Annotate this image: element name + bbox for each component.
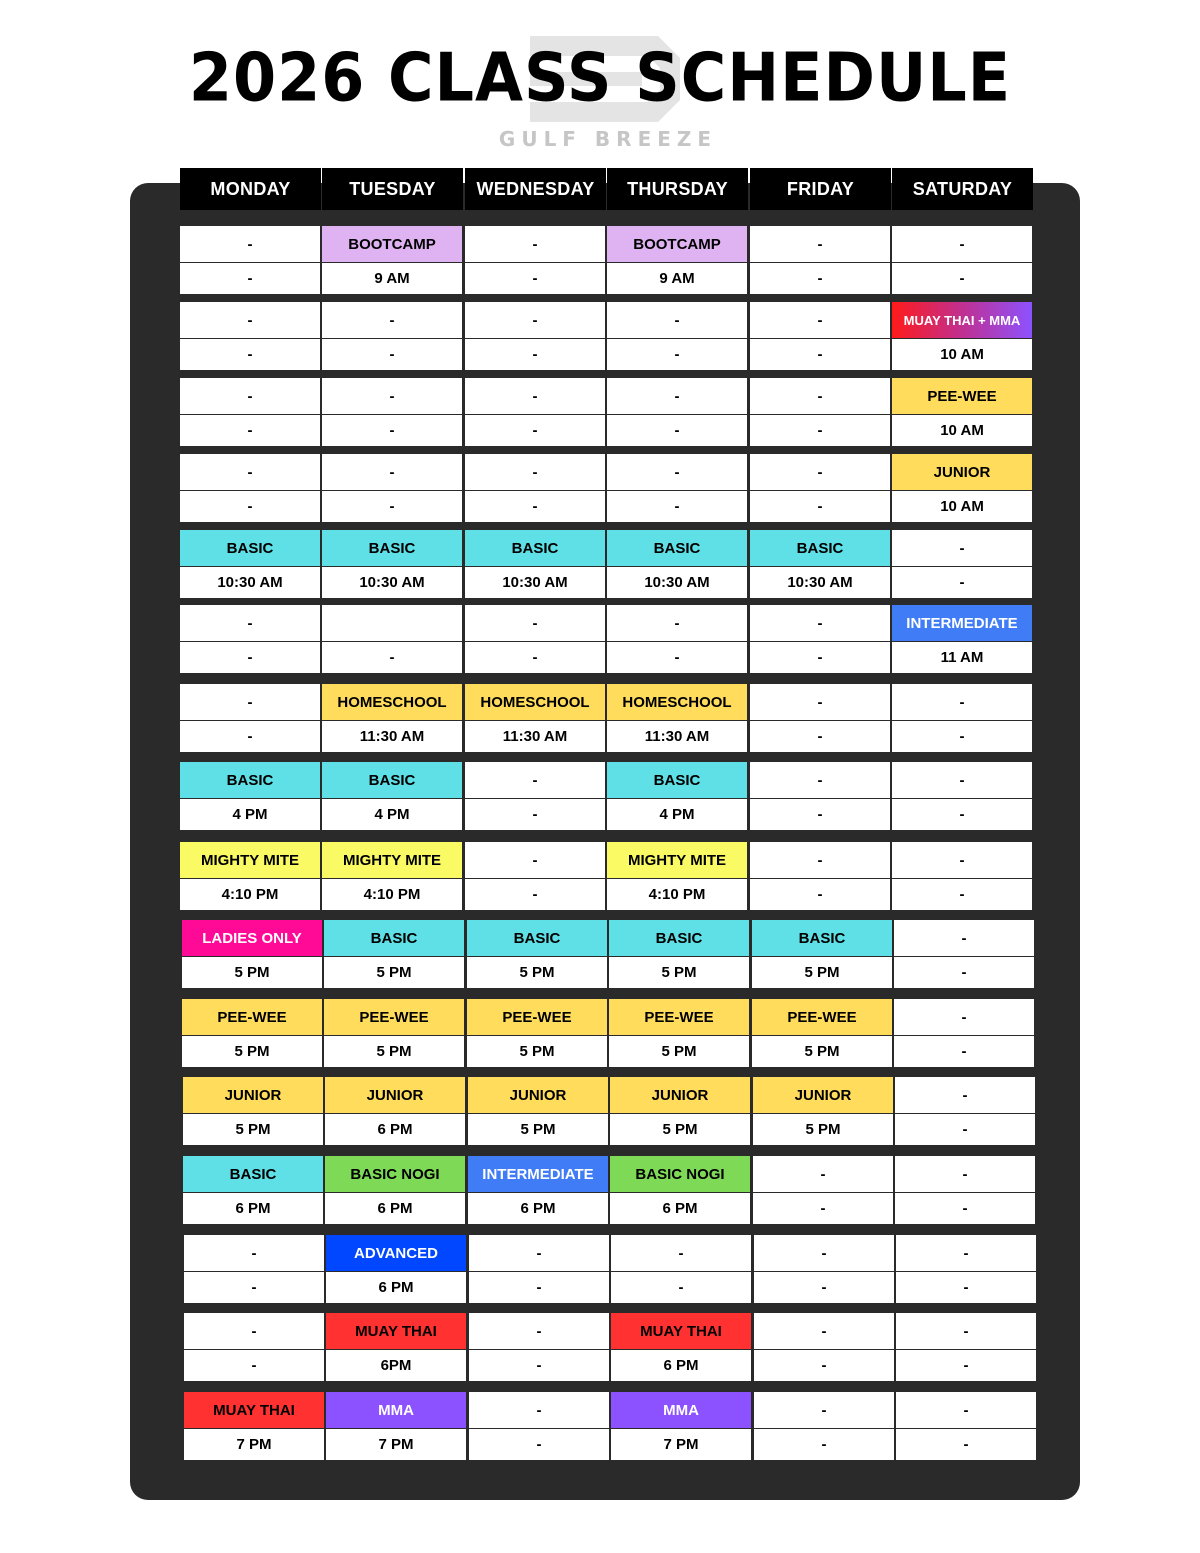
day-header-saturday: SATURDAY: [892, 168, 1033, 210]
class-name: BASIC: [609, 920, 749, 956]
class-slot: [326, 1313, 466, 1381]
class-name: -: [607, 378, 747, 414]
class-name: -: [895, 1077, 1035, 1113]
class-slot: [753, 1156, 893, 1224]
class-name: -: [465, 762, 605, 798]
class-name: MIGHTY MITE: [322, 842, 462, 878]
class-slot: [750, 762, 890, 830]
class-name: MIGHTY MITE: [607, 842, 747, 878]
class-time: -: [754, 1429, 894, 1460]
class-name: JUNIOR: [325, 1077, 465, 1113]
class-time: 6 PM: [611, 1350, 751, 1381]
class-name: -: [469, 1235, 609, 1271]
class-name: -: [322, 378, 462, 414]
class-slot: [465, 454, 605, 522]
class-time: -: [180, 339, 320, 370]
class-slot: [325, 1156, 465, 1224]
class-time: -: [180, 491, 320, 522]
class-slot: [610, 1156, 750, 1224]
class-slot: [180, 302, 320, 370]
class-name: BASIC: [324, 920, 464, 956]
class-slot: [607, 605, 747, 673]
class-slot: [324, 920, 464, 988]
class-name: -: [180, 605, 320, 641]
class-slot: [750, 454, 890, 522]
class-slot: [750, 302, 890, 370]
class-slot: [610, 1077, 750, 1145]
class-name: -: [895, 1156, 1035, 1192]
class-name: -: [611, 1235, 751, 1271]
class-name: JUNIOR: [610, 1077, 750, 1113]
class-slot: [607, 302, 747, 370]
class-name: -: [750, 454, 890, 490]
class-time: -: [465, 263, 605, 294]
class-slot: [892, 530, 1032, 598]
class-name: BOOTCAMP: [322, 226, 462, 262]
class-name: -: [892, 226, 1032, 262]
class-name: -: [184, 1313, 324, 1349]
class-slot: [607, 454, 747, 522]
class-slot: [184, 1313, 324, 1381]
class-time: -: [750, 415, 890, 446]
class-slot: [754, 1392, 894, 1460]
class-slot: [752, 999, 892, 1067]
class-slot: [892, 226, 1032, 294]
class-name: BASIC: [607, 530, 747, 566]
class-time: -: [750, 339, 890, 370]
class-slot: [896, 1392, 1036, 1460]
class-time: 5 PM: [183, 1114, 323, 1145]
class-time: 11:30 AM: [465, 721, 605, 752]
class-time: 9 AM: [607, 263, 747, 294]
class-slot: [467, 999, 607, 1067]
class-slot: [892, 842, 1032, 910]
class-time: -: [753, 1193, 893, 1224]
class-slot: [753, 1077, 893, 1145]
class-time: 5 PM: [182, 1036, 322, 1067]
class-name: -: [894, 920, 1034, 956]
class-slot: [182, 920, 322, 988]
class-time: -: [892, 567, 1032, 598]
class-time: 10 AM: [892, 339, 1032, 370]
class-time: -: [754, 1350, 894, 1381]
class-name: PEE-WEE: [752, 999, 892, 1035]
class-slot: [465, 762, 605, 830]
class-time: 5 PM: [467, 957, 607, 988]
class-slot: [892, 605, 1032, 673]
class-name: -: [896, 1235, 1036, 1271]
class-slot: [469, 1392, 609, 1460]
class-time: -: [607, 642, 747, 673]
class-name: PEE-WEE: [324, 999, 464, 1035]
class-slot: [611, 1392, 751, 1460]
class-slot: [469, 1313, 609, 1381]
class-time: -: [607, 491, 747, 522]
class-time: 10 AM: [892, 491, 1032, 522]
class-time: -: [465, 799, 605, 830]
class-time: 5 PM: [752, 957, 892, 988]
class-slot: [607, 762, 747, 830]
class-slot: [322, 530, 462, 598]
class-name: ADVANCED: [326, 1235, 466, 1271]
class-time: 5 PM: [468, 1114, 608, 1145]
class-time: -: [465, 879, 605, 910]
class-name: -: [750, 226, 890, 262]
class-name: -: [892, 842, 1032, 878]
class-time: 6 PM: [325, 1114, 465, 1145]
class-time: 4:10 PM: [322, 879, 462, 910]
class-time: -: [750, 799, 890, 830]
class-time: 5 PM: [609, 1036, 749, 1067]
class-name: BASIC: [750, 530, 890, 566]
class-slot: [896, 1313, 1036, 1381]
class-slot: [322, 684, 462, 752]
class-slot: [896, 1235, 1036, 1303]
class-slot: [322, 605, 462, 673]
class-time: -: [750, 491, 890, 522]
class-name: -: [322, 454, 462, 490]
class-slot: [467, 920, 607, 988]
class-slot: [892, 762, 1032, 830]
class-slot: [465, 684, 605, 752]
class-slot: [184, 1235, 324, 1303]
class-name: -: [180, 684, 320, 720]
class-time: 4:10 PM: [607, 879, 747, 910]
class-time: -: [469, 1272, 609, 1303]
class-time: -: [895, 1114, 1035, 1145]
class-time: -: [322, 339, 462, 370]
class-name: -: [750, 302, 890, 338]
class-name: -: [750, 605, 890, 641]
class-time: 6PM: [326, 1350, 466, 1381]
class-time: -: [892, 721, 1032, 752]
class-time: 4 PM: [607, 799, 747, 830]
class-slot: [611, 1313, 751, 1381]
day-header-friday: FRIDAY: [750, 168, 891, 210]
class-slot: [468, 1077, 608, 1145]
class-slot: [892, 454, 1032, 522]
class-slot: [465, 378, 605, 446]
class-time: -: [750, 879, 890, 910]
class-name: -: [180, 454, 320, 490]
class-time: -: [469, 1429, 609, 1460]
class-time: -: [750, 642, 890, 673]
class-slot: [469, 1235, 609, 1303]
class-time: -: [180, 415, 320, 446]
class-time: 9 AM: [322, 263, 462, 294]
class-name: MIGHTY MITE: [180, 842, 320, 878]
class-time: -: [465, 415, 605, 446]
class-name: MUAY THAI: [611, 1313, 751, 1349]
class-slot: [180, 684, 320, 752]
class-slot: [607, 226, 747, 294]
class-slot: [322, 226, 462, 294]
class-slot: [465, 530, 605, 598]
class-time: 5 PM: [610, 1114, 750, 1145]
class-slot: [750, 605, 890, 673]
location-subtitle: GULF BREEZE: [498, 127, 718, 151]
class-time: -: [894, 1036, 1034, 1067]
class-slot: [322, 302, 462, 370]
class-name: BASIC: [322, 762, 462, 798]
class-slot: [750, 226, 890, 294]
class-name: -: [180, 226, 320, 262]
class-slot: [607, 842, 747, 910]
class-name: -: [750, 762, 890, 798]
class-time: 6 PM: [610, 1193, 750, 1224]
class-name: -: [607, 605, 747, 641]
class-slot: [895, 1077, 1035, 1145]
class-name: [322, 605, 462, 641]
class-name: -: [754, 1313, 894, 1349]
class-time: 4 PM: [180, 799, 320, 830]
class-name: -: [465, 226, 605, 262]
class-time: -: [184, 1350, 324, 1381]
class-time: -: [896, 1272, 1036, 1303]
class-slot: [180, 605, 320, 673]
class-name: -: [607, 302, 747, 338]
class-time: -: [750, 263, 890, 294]
class-name: BASIC: [752, 920, 892, 956]
class-name: INTERMEDIATE: [468, 1156, 608, 1192]
class-time: -: [469, 1350, 609, 1381]
class-time: 6 PM: [325, 1193, 465, 1224]
class-slot: [894, 999, 1034, 1067]
class-slot: [750, 842, 890, 910]
class-name: BASIC: [467, 920, 607, 956]
class-time: 10 AM: [892, 415, 1032, 446]
class-slot: [324, 999, 464, 1067]
class-slot: [322, 842, 462, 910]
class-name: -: [465, 605, 605, 641]
class-name: -: [754, 1392, 894, 1428]
class-time: -: [465, 491, 605, 522]
class-name: -: [894, 999, 1034, 1035]
class-time: 5 PM: [324, 957, 464, 988]
class-name: BASIC NOGI: [610, 1156, 750, 1192]
class-name: HOMESCHOOL: [465, 684, 605, 720]
class-slot: [325, 1077, 465, 1145]
class-slot: [184, 1392, 324, 1460]
class-slot: [752, 920, 892, 988]
class-time: -: [896, 1350, 1036, 1381]
class-time: 11 AM: [892, 642, 1032, 673]
class-time: 5 PM: [609, 957, 749, 988]
class-time: 6 PM: [326, 1272, 466, 1303]
class-time: 7 PM: [184, 1429, 324, 1460]
class-time: 5 PM: [182, 957, 322, 988]
class-name: BASIC: [183, 1156, 323, 1192]
class-name: JUNIOR: [468, 1077, 608, 1113]
class-time: -: [184, 1272, 324, 1303]
class-name: MUAY THAI: [184, 1392, 324, 1428]
class-time: 4:10 PM: [180, 879, 320, 910]
class-name: INTERMEDIATE: [892, 605, 1032, 641]
class-name: -: [465, 454, 605, 490]
class-name: MUAY THAI: [326, 1313, 466, 1349]
class-name: -: [180, 302, 320, 338]
class-time: 4 PM: [322, 799, 462, 830]
class-time: -: [611, 1272, 751, 1303]
day-header-tuesday: TUESDAY: [322, 168, 463, 210]
class-slot: [895, 1156, 1035, 1224]
class-name: -: [469, 1313, 609, 1349]
class-slot: [892, 378, 1032, 446]
class-slot: [322, 378, 462, 446]
class-slot: [892, 684, 1032, 752]
class-name: MUAY THAI + MMA: [892, 302, 1032, 338]
class-slot: [326, 1235, 466, 1303]
class-time: 6 PM: [183, 1193, 323, 1224]
class-slot: [180, 530, 320, 598]
class-slot: [465, 842, 605, 910]
class-name: BOOTCAMP: [607, 226, 747, 262]
class-time: 11:30 AM: [322, 721, 462, 752]
class-time: 11:30 AM: [607, 721, 747, 752]
class-name: BASIC: [322, 530, 462, 566]
class-time: 10:30 AM: [750, 567, 890, 598]
class-name: -: [896, 1313, 1036, 1349]
class-name: PEE-WEE: [609, 999, 749, 1035]
class-slot: [754, 1235, 894, 1303]
class-time: 5 PM: [467, 1036, 607, 1067]
class-name: BASIC NOGI: [325, 1156, 465, 1192]
day-header-thursday: THURSDAY: [607, 168, 748, 210]
class-time: 10:30 AM: [322, 567, 462, 598]
class-slot: [750, 684, 890, 752]
class-time: -: [465, 642, 605, 673]
class-name: -: [753, 1156, 893, 1192]
class-name: -: [892, 684, 1032, 720]
class-time: 5 PM: [324, 1036, 464, 1067]
class-time: -: [322, 491, 462, 522]
class-name: -: [607, 454, 747, 490]
class-time: -: [180, 263, 320, 294]
class-slot: [465, 605, 605, 673]
class-time: 10:30 AM: [180, 567, 320, 598]
page-title: 2026 CLASS SCHEDULE: [188, 38, 1012, 117]
class-slot: [326, 1392, 466, 1460]
class-slot: [609, 920, 749, 988]
class-name: PEE-WEE: [892, 378, 1032, 414]
class-name: -: [465, 378, 605, 414]
class-name: JUNIOR: [892, 454, 1032, 490]
class-name: BASIC: [180, 762, 320, 798]
class-slot: [750, 378, 890, 446]
class-name: -: [465, 842, 605, 878]
class-name: -: [465, 302, 605, 338]
class-time: 5 PM: [752, 1036, 892, 1067]
class-name: BASIC: [180, 530, 320, 566]
class-time: -: [892, 263, 1032, 294]
class-name: PEE-WEE: [467, 999, 607, 1035]
class-time: 10:30 AM: [465, 567, 605, 598]
class-name: JUNIOR: [753, 1077, 893, 1113]
class-time: -: [892, 799, 1032, 830]
class-name: -: [892, 530, 1032, 566]
class-slot: [322, 454, 462, 522]
class-slot: [180, 842, 320, 910]
class-time: -: [322, 415, 462, 446]
class-name: -: [750, 378, 890, 414]
class-time: -: [607, 415, 747, 446]
class-name: -: [892, 762, 1032, 798]
class-time: 5 PM: [753, 1114, 893, 1145]
class-slot: [183, 1156, 323, 1224]
class-time: -: [750, 721, 890, 752]
class-name: -: [180, 378, 320, 414]
class-slot: [607, 530, 747, 598]
class-name: -: [754, 1235, 894, 1271]
class-time: -: [896, 1429, 1036, 1460]
class-time: -: [180, 721, 320, 752]
class-name: MMA: [611, 1392, 751, 1428]
day-header-monday: MONDAY: [180, 168, 321, 210]
class-name: HOMESCHOOL: [607, 684, 747, 720]
class-slot: [894, 920, 1034, 988]
class-name: BASIC: [465, 530, 605, 566]
class-time: -: [607, 339, 747, 370]
class-slot: [609, 999, 749, 1067]
class-time: 7 PM: [326, 1429, 466, 1460]
class-time: -: [465, 339, 605, 370]
class-slot: [892, 302, 1032, 370]
class-slot: [465, 302, 605, 370]
day-header-wednesday: WEDNESDAY: [465, 168, 606, 210]
class-name: -: [750, 684, 890, 720]
class-slot: [607, 378, 747, 446]
class-slot: [180, 378, 320, 446]
class-slot: [183, 1077, 323, 1145]
class-name: HOMESCHOOL: [322, 684, 462, 720]
class-slot: [465, 226, 605, 294]
class-name: -: [750, 842, 890, 878]
class-time: 6 PM: [468, 1193, 608, 1224]
class-slot: [180, 226, 320, 294]
class-name: -: [469, 1392, 609, 1428]
class-name: PEE-WEE: [182, 999, 322, 1035]
class-time: -: [180, 642, 320, 673]
class-time: -: [892, 879, 1032, 910]
class-slot: [468, 1156, 608, 1224]
class-time: -: [894, 957, 1034, 988]
class-name: -: [896, 1392, 1036, 1428]
class-name: JUNIOR: [183, 1077, 323, 1113]
class-name: LADIES ONLY: [182, 920, 322, 956]
class-slot: [611, 1235, 751, 1303]
class-slot: [182, 999, 322, 1067]
class-time: 7 PM: [611, 1429, 751, 1460]
class-name: MMA: [326, 1392, 466, 1428]
class-time: 10:30 AM: [607, 567, 747, 598]
class-time: -: [754, 1272, 894, 1303]
class-time: -: [322, 642, 462, 673]
class-name: -: [322, 302, 462, 338]
class-slot: [180, 762, 320, 830]
class-slot: [754, 1313, 894, 1381]
class-name: BASIC: [607, 762, 747, 798]
class-time: -: [895, 1193, 1035, 1224]
class-slot: [750, 530, 890, 598]
class-slot: [180, 454, 320, 522]
class-slot: [607, 684, 747, 752]
class-name: -: [184, 1235, 324, 1271]
class-slot: [322, 762, 462, 830]
